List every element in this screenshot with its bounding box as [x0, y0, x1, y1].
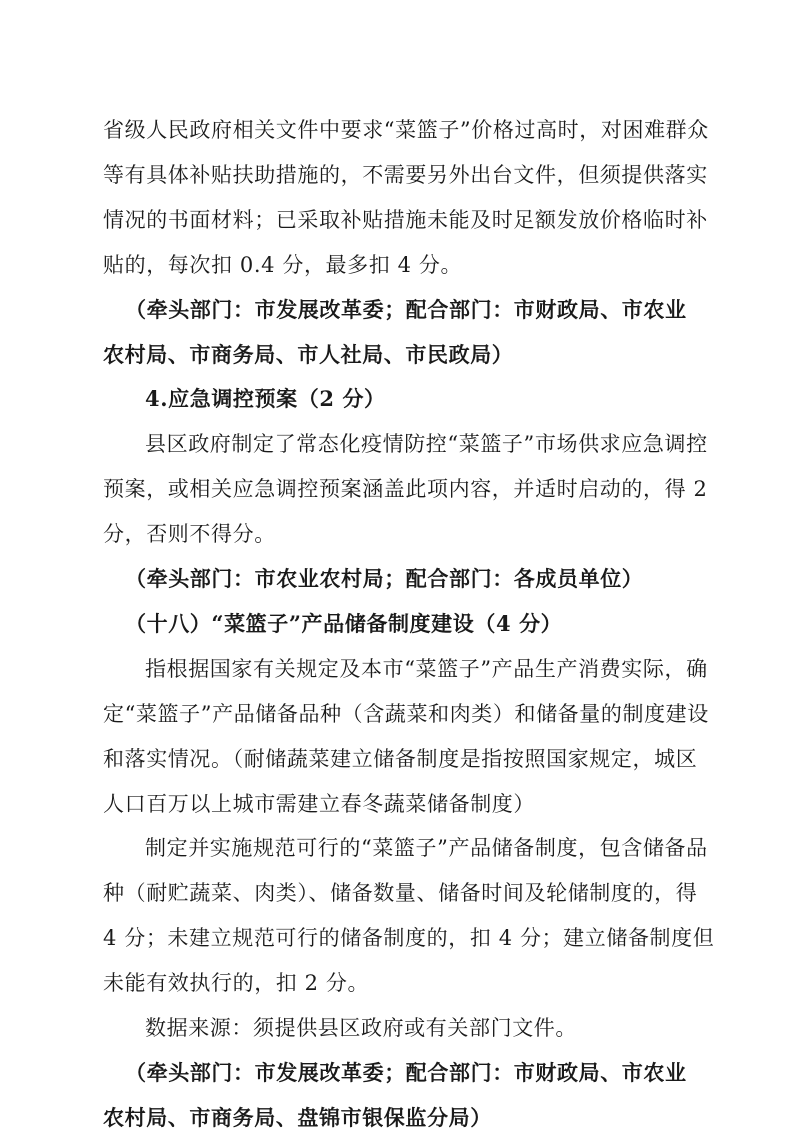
paragraph-line: 指根据国家有关规定及本市“菜篮子”产品生产消费实际，确 [145, 657, 708, 681]
responsible-departments-line: （牵头部门：市发展改革委；配合部门：市财政局、市农业 [125, 1060, 687, 1085]
responsible-departments-line: （牵头部门：市农业农村局；配合部门：各成员单位） [125, 566, 644, 591]
responsible-departments-line: 农村局、市商务局、市人社局、市民政局） [103, 342, 514, 367]
paragraph-line: 4 分；未建立规范可行的储备制度的，扣 4 分；建立储备制度但 [103, 926, 715, 950]
paragraph-line: 县区政府制定了常态化疫情防控“菜篮子”市场供求应急调控 [145, 432, 708, 456]
paragraph-line: 分，否则不得分。 [103, 522, 276, 546]
paragraph-line: 预案，或相关应急调控预案涵盖此项内容，并适时启动的，得 2 [103, 477, 708, 501]
section-heading: 4.应急调控预案（2 分） [145, 386, 386, 411]
paragraph-line: 制定并实施规范可行的“菜篮子”产品储备制度，包含储备品 [145, 836, 708, 860]
paragraph-line: 种（耐贮蔬菜、肉类）、储备数量、储备时间及轮储制度的，得 [103, 881, 698, 905]
paragraph-line: 省级人民政府相关文件中要求“菜篮子”价格过高时，对困难群众 [103, 118, 709, 142]
data-source-line: 数据来源：须提供县区政府或有关部门文件。 [145, 1016, 577, 1040]
responsible-departments-line: （牵头部门：市发展改革委；配合部门：市财政局、市农业 [125, 297, 687, 322]
paragraph-line: 人口百万以上城市需建立春冬蔬菜储备制度） [103, 792, 535, 816]
paragraph-line: 定“菜篮子”产品储备品种（含蔬菜和肉类）和储备量的制度建设 [103, 702, 709, 726]
paragraph-line: 和落实情况。（耐储蔬菜建立储备制度是指按照国家规定，城区 [103, 747, 698, 771]
section-heading: （十八）“菜篮子”产品储备制度建设（4 分） [125, 611, 563, 636]
responsible-departments-line: 农村局、市商务局、盘锦市银保监分局） [103, 1105, 492, 1130]
paragraph-line: 未能有效执行的，扣 2 分。 [103, 971, 370, 995]
paragraph-line: 等有具体补贴扶助措施的，不需要另外出台文件，但须提供落实 [103, 163, 708, 187]
paragraph-line: 贴的，每次扣 0.4 分，最多扣 4 分。 [103, 253, 463, 277]
paragraph-line: 情况的书面材料；已采取补贴措施未能及时足额发放价格临时补 [103, 208, 708, 232]
